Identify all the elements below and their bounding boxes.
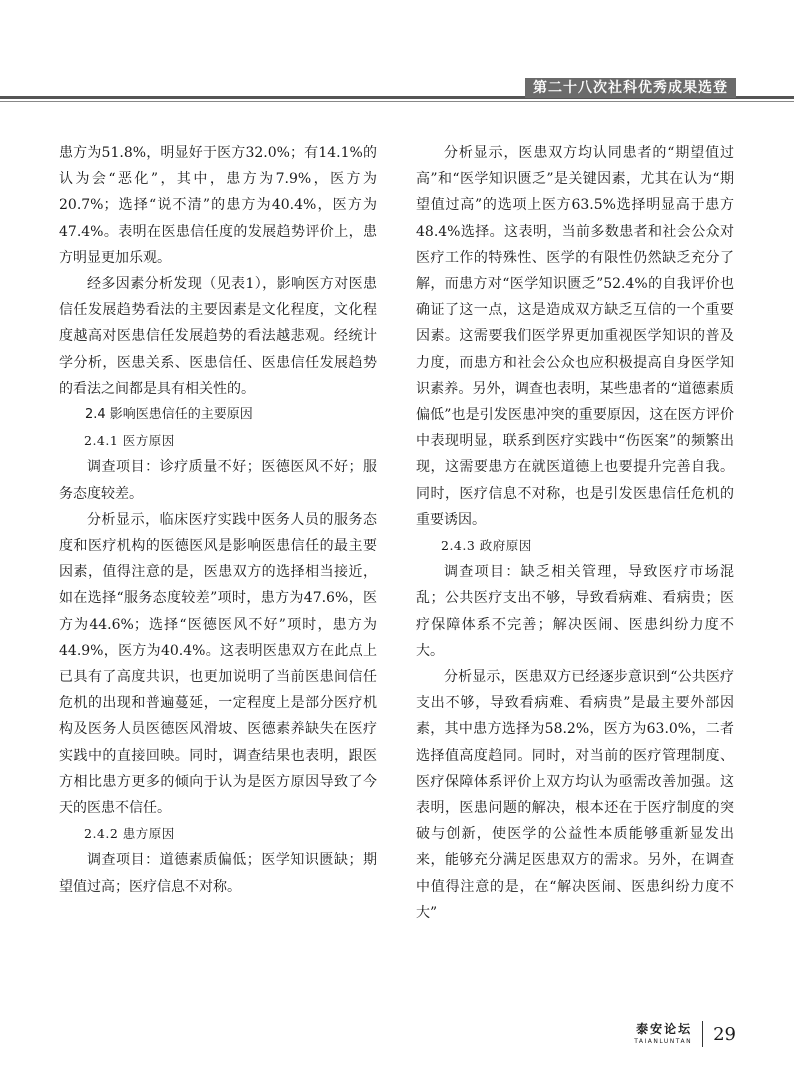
- body-paragraph: 分析显示，医患双方已经逐步意识到“公共医疗支出不够，导致看病难、看病贵”是最主要外部因素，其中患方选择为58.2%，医方为63.0%，二者选择值高度趋同。同时，对当前的医疗管理制度、医疗保障体系评价上双方均认为亟需改善加强。这表明，医患问题的解决，根本还在于医疗制度的突破与创新，使医学的公益性本质能够重新显发出来，能够充分满足医患双方的需求。另外，在调查中值得注意的是，在“解决医闹、医患纠纷力度不大”: [416, 669, 734, 921]
- page-footer: [634, 1018, 736, 1050]
- page-number: 29: [713, 1023, 736, 1045]
- body-paragraph: 分析显示，医患双方均认同患者的“期望值过高”和“医学知识匮乏”是关键因素，尤其在认为“期望值过高”的选项上医方63.5%选择明显高于患方48.4%选择。这表明，当前多数患者和社会公众对医疗工作的特殊性、医学的有限性仍然缺乏充分了解，而患方对“医学知识匮乏”52.4%的自我评价也确证了这一点，这是造成双方缺乏互信的一个重要因素。这需要我们医学界更加重视医学知识的普及力度，而患方和社会公众也应积极提高自身医学知识素养。另外，调查也表明，某些患者的“道德素质偏低”也是引发医患冲突的重要原因，这在医方评价中表现明显，联系到医疗实践中“伤医案”的频繁出现，这需要患方在就医道德上也要提升完善自我。同时，医疗信息不对称，也是引发医患信任危机的重要诱因。: [416, 145, 734, 528]
- footer-divider: [702, 1021, 703, 1047]
- body-paragraph: 调查项目：诊疗质量不好；医德医风不好；服务态度较差。: [59, 459, 377, 502]
- body-paragraph: 调查项目：缺乏相关管理，导致医疗市场混乱；公共医疗支出不够，导致看病难、看病贵；医疗保障体系不完善；解决医闹、医患纠纷力度不大。: [416, 564, 734, 659]
- section-heading: 2.4 影响医患信任的主要原因: [85, 407, 253, 423]
- left-column: [59, 140, 377, 900]
- body-paragraph: 调查项目：道德素质偏低；医学知识匮缺；期望值过高；医疗信息不对称。: [59, 852, 377, 895]
- body-paragraph: 分析显示，临床医疗实践中医务人员的服务态度和医疗机构的医德医风是影响医患信任的最主要因素，值得注意的是，医患双方的选择相当接近，如在选择“服务态度较差”项时，患方为47.6%，医方为44.6%；选择“医德医风不好”项时，患方为44.9%，医方为40.4%。这表明医患双方在此点上已具有了高度共识，也更加说明了当前医患间信任危机的出现和普遍蔓延，一定程度上是部分医疗机构及医务人员医德医风滑坡、医德素养缺失在医疗实践中的直接回映。同时，调查结果也表明，跟医方相比患方更多的倾向于认为是医方原因导致了今天的医患不信任。: [59, 511, 377, 817]
- body-paragraph: 患方为51.8%，明显好于医方32.0%；有14.1%的认为会“恶化”，其中，患方为7.9%，医方为20.7%；选择“说不清”的患方为40.4%，医方为47.4%。表明在医患信任度的发展趋势评价上，患方明显更加乐观。: [59, 145, 377, 266]
- subsection-heading: 2.4.1 医方原因: [84, 433, 175, 449]
- header-rule-thin: [0, 101, 794, 102]
- journal-logo: [634, 1022, 692, 1046]
- subsection-heading: 2.4.3 政府原因: [441, 538, 532, 554]
- subsection-heading: 2.4.2 患方原因: [84, 826, 175, 842]
- journal-name-en: TAIANLUNTAN: [634, 1038, 693, 1045]
- journal-name-cn: 泰安论坛: [636, 1022, 693, 1036]
- section-banner: 第二十八次社科优秀成果选登: [525, 78, 736, 98]
- body-paragraph: 经多因素分析发现（见表1），影响医方对医患信任发展趋势看法的主要因素是文化程度，文化程度越高对医患信任发展趋势的看法越悲观。经统计学分析，医患关系、医患信任、医患信任发展趋势的看法之间都是具有相关性的。: [59, 276, 377, 397]
- right-column: [416, 140, 734, 926]
